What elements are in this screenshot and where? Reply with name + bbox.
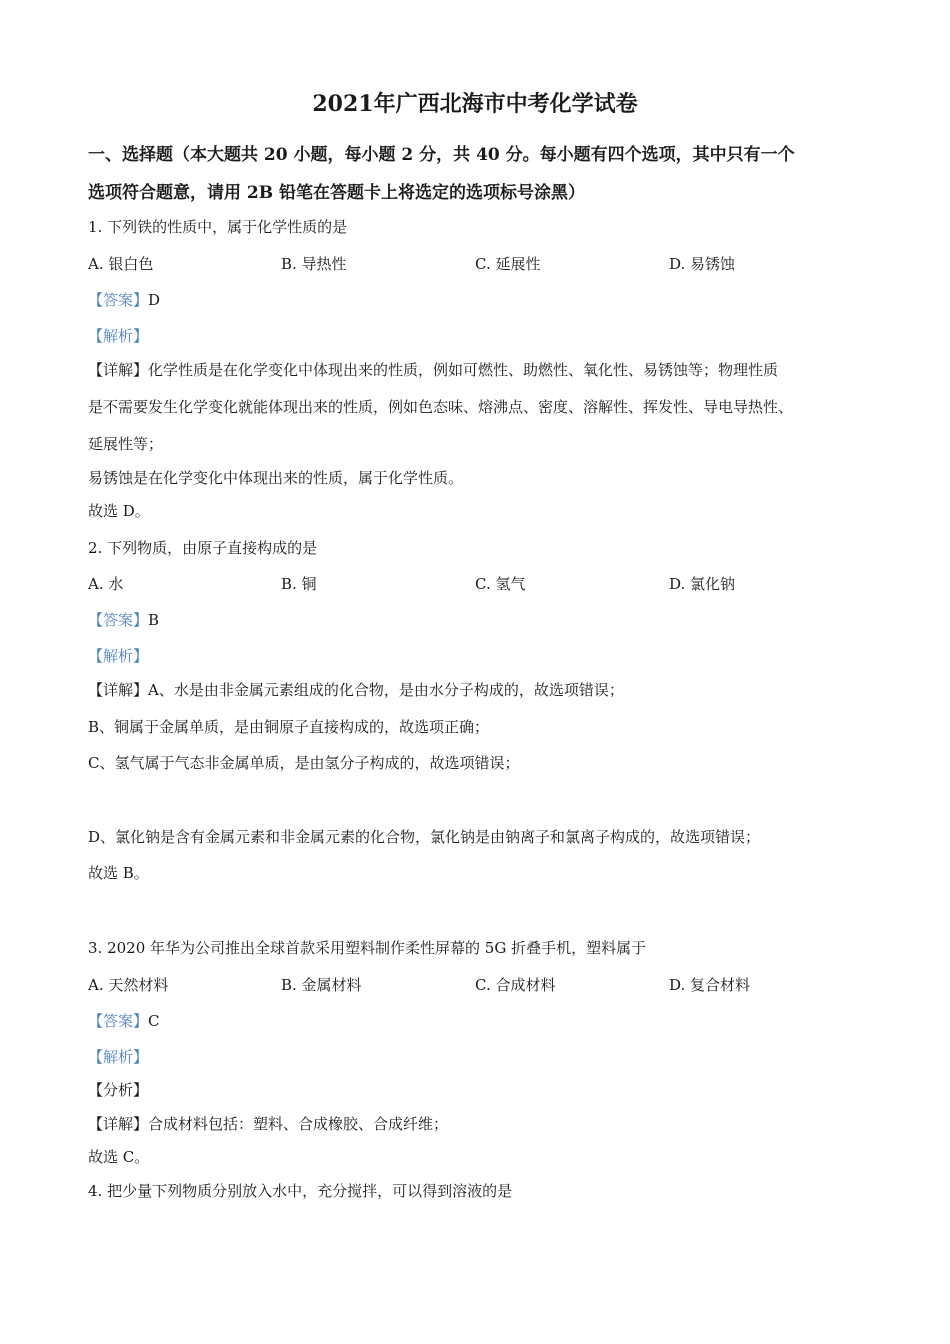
answer-value: D [148, 291, 161, 309]
q2-analysis-tag: 【解析】 [88, 647, 149, 665]
q2-option-b: B. 铜 [281, 575, 317, 593]
q1-detail-line-4: 易锈蚀是在化学变化中体现出来的性质，属于化学性质。 [88, 469, 464, 487]
q3-option-d: D. 复合材料 [669, 976, 751, 994]
q3-answer [88, 1011, 160, 1031]
q2-detail-line-4: D、氯化钠是含有金属元素和非金属元素的化合物，氯化钠是由钠离子和氯离子构成的，故选项错误； [88, 828, 761, 846]
q3-option-b: B. 金属材料 [281, 976, 362, 994]
q3-detail-line-1: 【详解】合成材料包括：塑料、合成橡胶、合成纤维； [88, 1115, 449, 1133]
q1-option-b: B. 导热性 [281, 255, 347, 273]
q4-stem: 4. 把少量下列物质分别放入水中，充分搅拌，可以得到溶液的是 [88, 1182, 513, 1200]
page-title: 2021年广西北海市中考化学试卷 [312, 91, 638, 117]
q1-answer [88, 290, 160, 310]
answer-tag: 【答案】 [88, 611, 149, 629]
q2-detail-line-1: 【详解】A、水是由非金属元素组成的化合物，是由水分子构成的，故选项错误； [88, 681, 624, 699]
q2-stem: 2. 下列物质，由原子直接构成的是 [88, 539, 318, 557]
q2-detail-line-3: C、氢气属于气态非金属单质，是由氢分子构成的，故选项错误； [88, 754, 520, 772]
q3-option-c: C. 合成材料 [475, 976, 556, 994]
q2-option-c: C. 氢气 [475, 575, 526, 593]
q1-stem: 1. 下列铁的性质中，属于化学性质的是 [88, 218, 348, 236]
q2-answer [88, 610, 159, 630]
section-heading-line-1: 一、选择题（本大题共 20 小题，每小题 2 分，共 40 分。每小题有四个选项，其中只有一个 [88, 145, 795, 165]
section-heading-line-2: 选项符合题意，请用 2B 铅笔在答题卡上将选定的选项标号涂黑） [88, 183, 586, 203]
answer-value: C [148, 1012, 160, 1030]
q1-option-a: A. 银白色 [88, 255, 154, 273]
q1-detail-line-2: 是不需要发生化学变化就能体现出来的性质，例如色态味、熔沸点、密度、溶解性、挥发性、导电导热性、 [88, 398, 794, 416]
q2-option-d: D. 氯化钠 [669, 575, 736, 593]
q2-detail-line-5: 故选 B。 [88, 864, 149, 882]
q1-analysis-tag: 【解析】 [88, 327, 149, 345]
q1-detail-line-3: 延展性等； [88, 435, 164, 453]
q3-analysis-tag: 【解析】 [88, 1048, 149, 1066]
q3-option-a: A. 天然材料 [88, 976, 169, 994]
q2-option-a: A. 水 [88, 575, 124, 593]
q3-detail-line-2: 故选 C。 [88, 1148, 150, 1166]
q1-detail-line-1: 【详解】化学性质是在化学变化中体现出来的性质，例如可燃性、助燃性、氧化性、易锈蚀等；物理性质 [88, 361, 779, 379]
answer-tag: 【答案】 [88, 1012, 149, 1030]
q3-fenxi-tag: 【分析】 [88, 1081, 149, 1099]
q1-detail-line-5: 故选 D。 [88, 502, 150, 520]
q2-detail-line-2: B、铜属于金属单质，是由铜原子直接构成的，故选项正确； [88, 718, 490, 736]
q3-stem: 3. 2020 年华为公司推出全球首款采用塑料制作柔性屏幕的 5G 折叠手机，塑料属于 [88, 939, 647, 957]
answer-value: B [148, 611, 160, 629]
q1-option-c: C. 延展性 [475, 255, 541, 273]
answer-tag: 【答案】 [88, 291, 149, 309]
q1-option-d: D. 易锈蚀 [669, 255, 736, 273]
